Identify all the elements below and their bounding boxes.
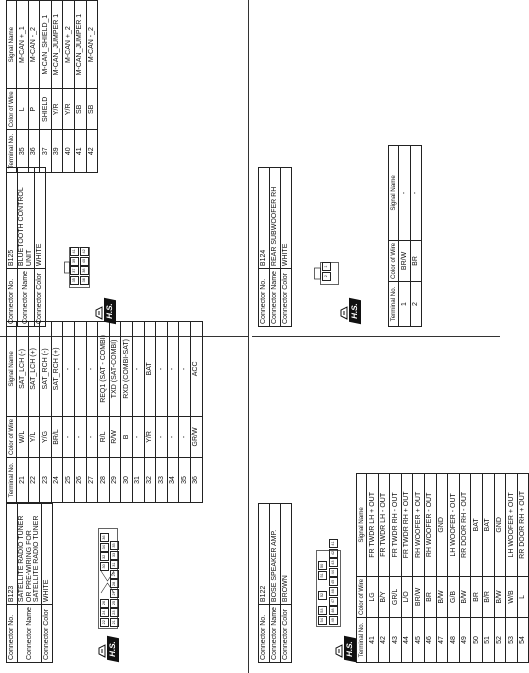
- table-row: [40, 1, 52, 173]
- signal-name-cell: FR TWDR LH - OUT: [378, 473, 390, 576]
- wire-color-cell: LG: [367, 576, 379, 617]
- col-terminal-no: Terminal No.: [7, 130, 17, 173]
- connector-pictogram-icon: [340, 306, 348, 320]
- connector-b122-face: [318, 539, 338, 625]
- connector-b122-signal-table: [356, 473, 529, 663]
- connector-b123-header: [6, 503, 53, 663]
- connector-b124-outline: [314, 261, 340, 285]
- table-row: [424, 473, 436, 662]
- connector-color-value: WHITE: [281, 168, 292, 269]
- connector-color-value: BROWN: [281, 504, 292, 605]
- wire-color-cell: L: [17, 89, 29, 130]
- signal-name-cell: TXD (SAT-COMBI): [109, 321, 121, 416]
- table-row: [494, 473, 506, 662]
- signal-name-cell: REQ1 (SAT - COMBI): [98, 321, 110, 416]
- table-row: [506, 473, 518, 662]
- pin: 1: [322, 262, 331, 271]
- terminal-no-cell: 50: [471, 618, 483, 663]
- table-row: [399, 145, 411, 326]
- label-connector-name: Connector Name: [270, 269, 281, 327]
- pin: 35: [70, 276, 79, 285]
- signal-name-cell: BAT: [482, 473, 494, 576]
- terminal-no-cell: 22: [28, 458, 40, 503]
- table-row: [40, 321, 52, 502]
- label-connector-no: Connector No.: [259, 605, 270, 663]
- signal-name-cell: -: [86, 321, 98, 416]
- connector-b123-signal-table-wrap: [6, 321, 203, 503]
- table-row: [167, 321, 179, 502]
- connector-b122-header: [258, 503, 292, 663]
- table-row: [28, 321, 40, 502]
- label-connector-no: Connector No.: [7, 605, 18, 663]
- connector-b125-face: [70, 247, 89, 285]
- wire-color-cell: -: [167, 416, 179, 457]
- table-row: [378, 473, 390, 662]
- table-row: [121, 321, 133, 502]
- pin: 33: [110, 551, 119, 560]
- signal-name-cell: LH WOOFER - OUT: [448, 473, 460, 576]
- pin: 42: [80, 247, 89, 256]
- hs-icon: [98, 637, 120, 661]
- table-row: [517, 473, 529, 662]
- pin: 21: [110, 618, 119, 627]
- terminal-no-cell: 40: [63, 130, 75, 173]
- terminal-no-cell: 46: [424, 618, 436, 663]
- terminal-no-cell: 42: [86, 130, 98, 173]
- signal-name-cell: RH WOOFER - OUT: [424, 473, 436, 576]
- signal-name-cell: -: [399, 145, 411, 240]
- connector-name-line: SATELLITE RADIO TUNER: [18, 515, 25, 603]
- table-row: [51, 1, 63, 173]
- terminal-no-cell: 23: [40, 458, 52, 503]
- pin: 2: [322, 272, 331, 281]
- label-connector-name: Connector Name: [18, 269, 35, 327]
- terminal-no-cell: 37: [40, 130, 52, 173]
- signal-name-cell: M-CAN_JUMPER 1: [51, 1, 63, 89]
- connector-b125-signal-table: [6, 0, 98, 173]
- table-row: [448, 473, 460, 662]
- terminal-no-cell: 2: [410, 282, 422, 327]
- signal-name-cell: -: [410, 145, 422, 240]
- wire-color-cell: BR: [471, 576, 483, 617]
- wire-color-cell: BR/L: [51, 416, 63, 457]
- signal-name-cell: SAT_RCH (+): [51, 321, 63, 416]
- signal-name-cell: RH WOOFER + OUT: [413, 473, 425, 576]
- wire-color-cell: R/L: [98, 416, 110, 457]
- pin: 26: [100, 599, 109, 608]
- signal-name-cell: M-CAN +_1: [17, 1, 29, 89]
- pin: 28: [110, 579, 119, 588]
- signal-name-cell: -: [156, 321, 168, 416]
- terminal-no-cell: 36: [190, 458, 202, 503]
- terminal-no-cell: 51: [482, 618, 494, 663]
- wire-color-cell: W/B: [506, 576, 518, 617]
- wire-color-cell: R/W: [109, 416, 121, 457]
- terminal-no-cell: 28: [98, 458, 110, 503]
- signal-name-cell: FR TWDR RH + OUT: [401, 473, 413, 576]
- pin: 43: [329, 558, 338, 567]
- terminal-no-cell: 21: [17, 458, 29, 503]
- table-row: [63, 321, 75, 502]
- terminal-no-cell: 45: [413, 618, 425, 663]
- terminal-no-cell: 42: [378, 618, 390, 663]
- signal-name-cell: BAT: [471, 473, 483, 576]
- terminal-no-cell: 35: [179, 458, 191, 503]
- terminal-no-cell: 1: [399, 282, 411, 327]
- table-row: [28, 1, 40, 173]
- wire-color-cell: B/W: [494, 576, 506, 617]
- wire-color-cell: -: [74, 416, 86, 457]
- signal-name-cell: SAT_LCH (-): [17, 321, 29, 416]
- wire-color-cell: P: [28, 89, 40, 130]
- pin: 41: [329, 539, 338, 548]
- pin: 27: [110, 589, 119, 598]
- pin: 49: [329, 616, 338, 625]
- wire-color-cell: -: [132, 416, 144, 457]
- connector-name-value: BOSE SPEAKER AMP.: [270, 504, 281, 605]
- pin: 23: [110, 608, 119, 617]
- col-terminal-no: Terminal No.: [7, 458, 17, 503]
- terminal-no-cell: 25: [63, 458, 75, 503]
- pin: 47: [329, 597, 338, 606]
- pin: 36: [100, 533, 109, 542]
- col-terminal-no: Terminal No.: [357, 618, 367, 663]
- connector-b123-signal-table: [6, 321, 203, 503]
- pin: 51: [318, 571, 327, 580]
- terminal-no-cell: 54: [517, 618, 529, 663]
- table-row: [86, 321, 98, 502]
- table-row: [132, 321, 144, 502]
- wire-color-cell: Y/R: [144, 416, 156, 457]
- terminal-no-cell: 33: [156, 458, 168, 503]
- terminal-no-cell: 43: [390, 618, 402, 663]
- connector-b125-outline: [64, 246, 90, 288]
- connector-pictogram-icon: [98, 644, 106, 658]
- wire-color-cell: Y/G: [40, 416, 52, 457]
- connector-b122-info-table: [258, 503, 292, 663]
- terminal-no-cell: 39: [51, 130, 63, 173]
- signal-name-cell: -: [63, 321, 75, 416]
- wire-color-cell: Y/R: [63, 89, 75, 130]
- col-signal-name: Signal Name: [7, 1, 17, 89]
- table-row: [86, 1, 98, 173]
- label-connector-no: Connector No.: [259, 269, 270, 327]
- wire-color-cell: B: [121, 416, 133, 457]
- label-connector-name: Connector Name: [270, 605, 281, 663]
- terminal-no-cell: 36: [28, 130, 40, 173]
- signal-name-cell: -: [167, 321, 179, 416]
- col-signal-name: Signal Name: [7, 321, 17, 416]
- wire-color-cell: B/W: [436, 576, 448, 617]
- hs-label: H.S.: [104, 298, 116, 325]
- wire-color-cell: -: [63, 416, 75, 457]
- wire-color-cell: G/B: [448, 576, 460, 617]
- pin: 52: [318, 591, 327, 600]
- table-row: [74, 1, 86, 173]
- col-color-of-wire: Color of Wire: [389, 240, 399, 281]
- connector-pictogram-icon: [335, 644, 343, 658]
- wire-color-cell: L: [517, 576, 529, 617]
- signal-name-cell: SAT_LCH (+): [28, 321, 40, 416]
- terminal-no-cell: 48: [448, 618, 460, 663]
- table-row: [459, 473, 471, 662]
- pin: 32: [100, 552, 109, 561]
- terminal-no-cell: 30: [121, 458, 133, 503]
- label-connector-color: Connector Color: [281, 605, 292, 663]
- wire-color-cell: BR: [410, 240, 422, 281]
- connector-no-value: B125: [7, 168, 18, 269]
- table-row: [179, 321, 191, 502]
- pin: 35: [110, 541, 119, 550]
- label-connector-color: Connector Color: [281, 269, 292, 327]
- wire-color-cell: BR/W: [413, 576, 425, 617]
- table-row: [390, 473, 402, 662]
- wire-color-cell: Y/L: [28, 416, 40, 457]
- wire-color-cell: B/Y: [378, 576, 390, 617]
- wire-color-cell: Y/R: [51, 89, 63, 130]
- pin: 45: [329, 577, 338, 586]
- table-row: [190, 321, 202, 502]
- terminal-no-cell: 44: [401, 618, 413, 663]
- terminal-no-cell: 53: [506, 618, 518, 663]
- signal-name-cell: RR DOOR RH + OUT: [517, 473, 529, 576]
- signal-name-cell: FR TWDR RH - OUT: [390, 473, 402, 576]
- pin: 29: [110, 570, 119, 579]
- signal-name-cell: M-CAN_JUMPER 1: [74, 1, 86, 89]
- signal-name-cell: -: [74, 321, 86, 416]
- connector-name-line: BLUETOOTH CONTROL: [18, 187, 25, 267]
- terminal-no-cell: 41: [74, 130, 86, 173]
- connector-name-value: [18, 168, 35, 269]
- col-color-of-wire: Color of Wire: [357, 576, 367, 617]
- connector-name-value: REAR SUBWOOFER RH: [270, 168, 281, 269]
- terminal-no-cell: 49: [459, 618, 471, 663]
- pin: 25: [110, 599, 119, 608]
- connector-no-value: B124: [259, 168, 270, 269]
- table-row: [413, 473, 425, 662]
- col-color-of-wire: Color of Wire: [7, 416, 17, 457]
- signal-name-cell: FR TWDR LH + OUT: [367, 473, 379, 576]
- table-row: [482, 473, 494, 662]
- connector-b125-info-table: [6, 167, 46, 327]
- signal-name-cell: -: [132, 321, 144, 416]
- pin: 37: [70, 266, 79, 275]
- table-row: [17, 321, 29, 502]
- connector-no-value: B123: [7, 504, 18, 605]
- connector-b125-header: [6, 167, 46, 327]
- terminal-no-cell: 32: [144, 458, 156, 503]
- col-signal-name: Signal Name: [389, 145, 399, 240]
- col-terminal-no: Terminal No.: [389, 282, 399, 327]
- wire-color-cell: -: [156, 416, 168, 457]
- connector-name-line: OR PRE-WIRING FOR: [25, 530, 33, 603]
- table-row: [156, 321, 168, 502]
- table-row: [51, 321, 63, 502]
- terminal-no-cell: 26: [74, 458, 86, 503]
- horizontal-divider: [248, 0, 249, 673]
- connector-b122-outline: [316, 549, 342, 627]
- connector-no-value: B122: [259, 504, 270, 605]
- wire-color-cell: W/L: [17, 416, 29, 457]
- table-row: [144, 321, 156, 502]
- connector-b124-signal-table: [388, 145, 422, 327]
- wire-color-cell: GR/W: [190, 416, 202, 457]
- terminal-no-cell: 29: [109, 458, 121, 503]
- table-row: [367, 473, 379, 662]
- table-row: [410, 145, 422, 326]
- hs-label: H.S.: [107, 636, 119, 663]
- wire-color-cell: -: [86, 416, 98, 457]
- connector-b124-face: [322, 262, 331, 281]
- pin: 34: [100, 543, 109, 552]
- pin: 22: [100, 618, 109, 627]
- pin: 48: [329, 606, 338, 615]
- signal-name-cell: GND: [436, 473, 448, 576]
- pin: 31: [110, 560, 119, 569]
- hs-icon: [95, 299, 117, 323]
- pin: 38: [80, 266, 89, 275]
- terminal-no-cell: 47: [436, 618, 448, 663]
- signal-name-cell: BAT: [144, 321, 156, 416]
- hs-label: H.S.: [344, 636, 356, 663]
- terminal-no-cell: 31: [132, 458, 144, 503]
- table-row: [98, 321, 110, 502]
- wire-color-cell: B/W: [459, 576, 471, 617]
- pin: 36: [80, 276, 89, 285]
- terminal-no-cell: 41: [367, 618, 379, 663]
- label-connector-name: Connector Name: [18, 605, 42, 663]
- connector-b123-outline: [98, 525, 118, 629]
- pin: 24: [100, 608, 109, 617]
- pin: 42: [329, 549, 338, 558]
- table-row: [109, 321, 121, 502]
- connector-color-value: WHITE: [41, 504, 52, 605]
- connector-pictogram-icon: [95, 306, 103, 320]
- pin: 40: [80, 257, 89, 266]
- connector-color-value: WHITE: [35, 168, 46, 269]
- connector-b122-signal-table-area: [352, 473, 529, 663]
- col-color-of-wire: Color of Wire: [7, 89, 17, 130]
- wire-color-cell: L/O: [401, 576, 413, 617]
- table-row: [471, 473, 483, 662]
- wire-color-cell: SHIELD: [40, 89, 52, 130]
- label-connector-color: Connector Color: [41, 605, 52, 663]
- terminal-no-cell: 52: [494, 618, 506, 663]
- connector-b124-signal-table-wrap: [388, 145, 422, 327]
- connector-b123-info-table: [6, 503, 53, 663]
- signal-name-cell: RXD (COMBI-SAT): [121, 321, 133, 416]
- connector-name-value: [18, 504, 42, 605]
- hs-icon: [340, 299, 362, 323]
- pin: 54: [318, 616, 327, 625]
- signal-name-cell: M-CAN +_2: [63, 1, 75, 89]
- wire-color-cell: -: [179, 416, 191, 457]
- pin: 44: [329, 568, 338, 577]
- hs-label: H.S.: [349, 298, 361, 325]
- connector-b124-header: [258, 167, 292, 327]
- signal-name-cell: LH WOOFER + OUT: [506, 473, 518, 576]
- signal-name-cell: GND: [494, 473, 506, 576]
- wire-color-cell: GR/L: [390, 576, 402, 617]
- table-row: [63, 1, 75, 173]
- connector-b123-face: [100, 533, 119, 627]
- pin: 30: [100, 562, 109, 571]
- terminal-no-cell: 24: [51, 458, 63, 503]
- wire-color-cell: SB: [86, 89, 98, 130]
- wire-color-cell: BR/W: [399, 240, 411, 281]
- table-row: [436, 473, 448, 662]
- wire-color-cell: SB: [74, 89, 86, 130]
- pin: 50: [318, 561, 327, 570]
- terminal-no-cell: 35: [17, 130, 29, 173]
- pin: 46: [329, 587, 338, 596]
- vertical-divider-bottom: [252, 336, 500, 337]
- wire-color-cell: BR: [424, 576, 436, 617]
- terminal-no-cell: 27: [86, 458, 98, 503]
- label-connector-no: Connector No.: [7, 269, 18, 327]
- table-row: [17, 1, 29, 173]
- connector-name-line: UNIT: [26, 249, 33, 267]
- terminal-no-cell: 34: [167, 458, 179, 503]
- pin: 41: [70, 247, 79, 256]
- signal-name-cell: -: [179, 321, 191, 416]
- signal-name-cell: M-CAN_SHIELD_1: [40, 1, 52, 89]
- label-connector-color: Connector Color: [35, 269, 46, 327]
- wire-color-cell: B/R: [482, 576, 494, 617]
- connector-b124-info-table: [258, 167, 292, 327]
- signal-name-cell: M-CAN -_2: [86, 1, 98, 89]
- pin: 53: [318, 606, 327, 615]
- table-row: [401, 473, 413, 662]
- table-row: [74, 321, 86, 502]
- col-signal-name: Signal Name: [357, 473, 367, 576]
- signal-name-cell: ACC: [190, 321, 202, 416]
- connector-b125-signal-table-wrap: [6, 0, 98, 173]
- pin: 39: [70, 257, 79, 266]
- signal-name-cell: M-CAN -_2: [28, 1, 40, 89]
- signal-name-cell: SAT_RCH (-): [40, 321, 52, 416]
- signal-name-cell: RR DOOR RH - OUT: [459, 473, 471, 576]
- connector-name-line: SATELLITE RADIO TUNER: [33, 515, 41, 603]
